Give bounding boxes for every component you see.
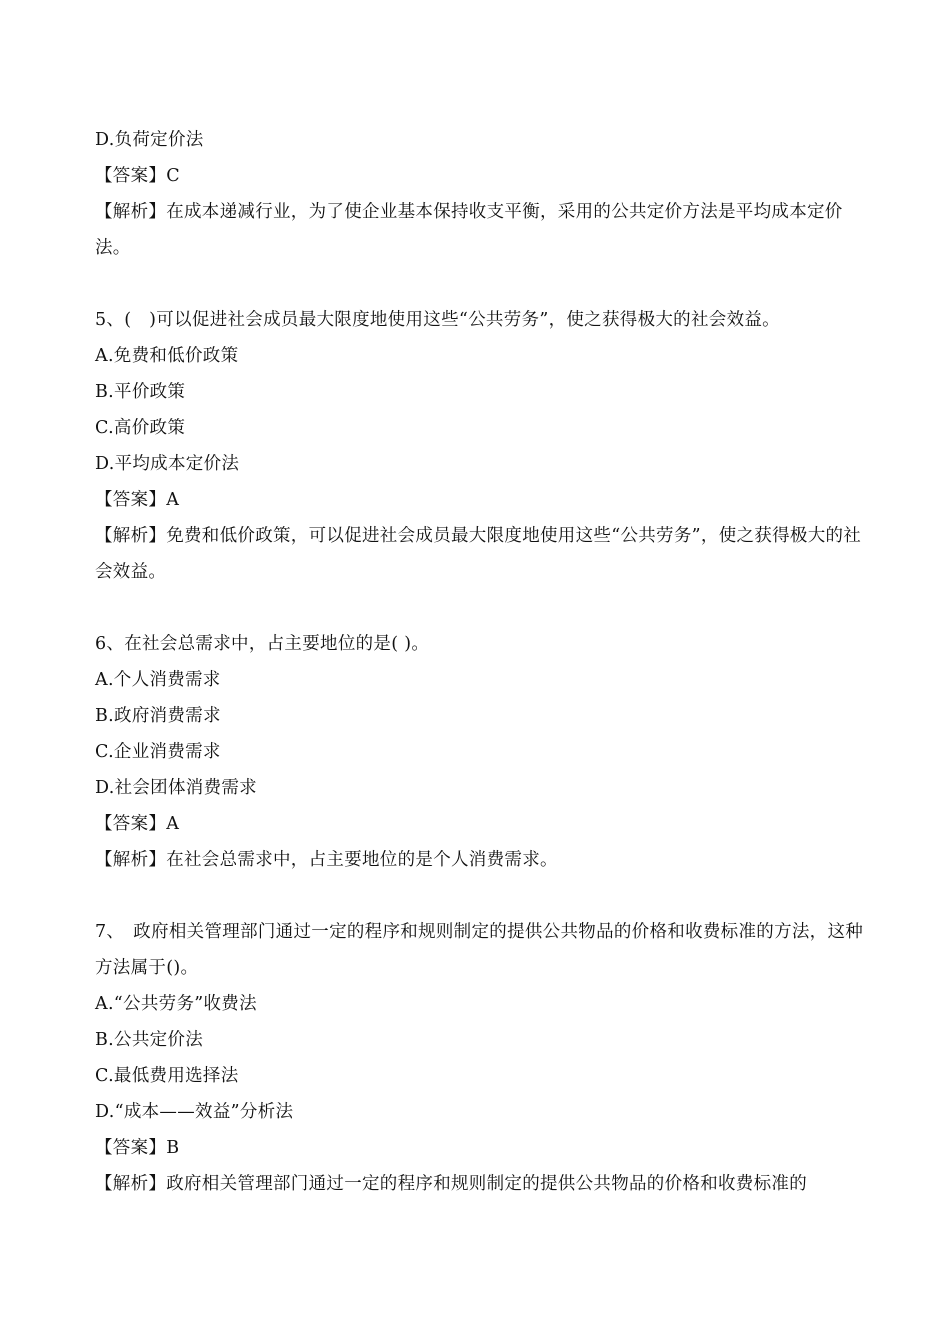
q7-analysis: 【解析】政府相关管理部门通过一定的程序和规则制定的提供公共物品的价格和收费标准的 <box>95 1174 807 1194</box>
q5-option-d: D.平均成本定价法 <box>95 454 240 474</box>
q5-option-b: B.平价政策 <box>95 382 186 402</box>
q5-answer: 【答案】A <box>95 490 180 510</box>
q4-option-d: D.负荷定价法 <box>95 130 204 150</box>
q6-stem: 6、在社会总需求中，占主要地位的是( )。 <box>95 634 430 654</box>
q5-option-a: A.免费和低价政策 <box>95 346 239 366</box>
q6-answer: 【答案】A <box>95 814 180 834</box>
q6-analysis: 【解析】在社会总需求中，占主要地位的是个人消费需求。 <box>95 850 558 870</box>
q7-option-a: A.“公共劳务”收费法 <box>95 994 257 1014</box>
q6-option-c: C.企业消费需求 <box>95 742 221 762</box>
q5-stem: 5、( )可以促进社会成员最大限度地使用这些“公共劳务”，使之获得极大的社会效益。 <box>95 310 780 330</box>
q7-answer: 【答案】B <box>95 1138 180 1158</box>
q4-answer: 【答案】C <box>95 166 180 186</box>
q6-option-d: D.社会团体消费需求 <box>95 778 257 798</box>
q5-option-c: C.高价政策 <box>95 418 186 438</box>
document-page <box>95 122 875 1202</box>
q5-analysis: 【解析】免费和低价政策，可以促进社会成员最大限度地使用这些“公共劳务”，使之获得极大的社会效益。 <box>95 526 862 582</box>
spacer <box>95 878 875 914</box>
q4-analysis: 【解析】在成本递减行业，为了使企业基本保持收支平衡，采用的公共定价方法是平均成本定价法。 <box>95 202 843 258</box>
q7-option-b: B.公共定价法 <box>95 1030 204 1050</box>
q7-option-d: D.“成本——效益”分析法 <box>95 1102 294 1122</box>
q7-option-c: C.最低费用选择法 <box>95 1066 239 1086</box>
q7-stem: 7、 政府相关管理部门通过一定的程序和规则制定的提供公共物品的价格和收费标准的方法，这种方法属于()。 <box>95 922 864 978</box>
q6-option-a: A.个人消费需求 <box>95 670 221 690</box>
q6-option-b: B.政府消费需求 <box>95 706 221 726</box>
spacer <box>95 266 875 302</box>
spacer <box>95 590 875 626</box>
